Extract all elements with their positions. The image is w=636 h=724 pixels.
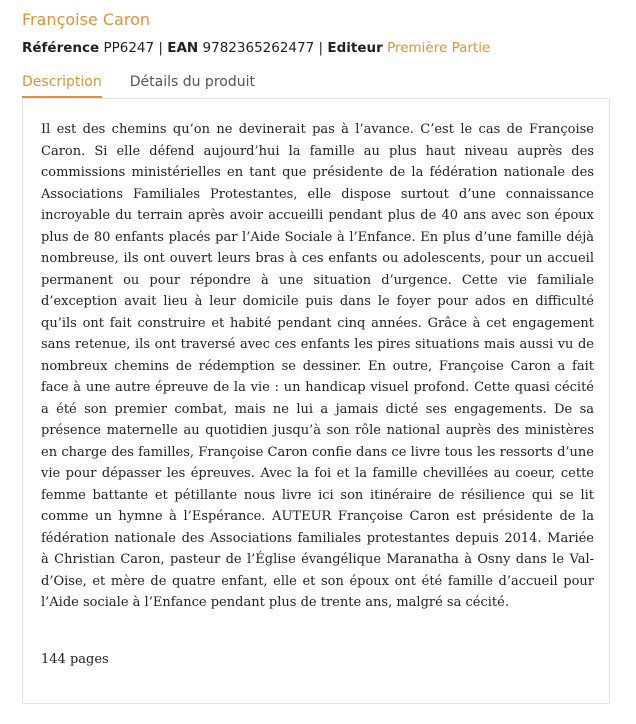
editor-link[interactable]: Première Partie	[387, 40, 491, 56]
description-text: Il est des chemins qu’on ne devinerait pas à l’avance. C’est le cas de Françoise Caron. Si elle défend aujourd’hui la famille au plus haut niveau auprès des commissions ministérielles en tant que présidente de la fédération nationale des Associations Familiales Protestantes, elle dispose surtout d’une connaissance incroyable du terrain après avoir accueilli pendant plus de 40 ans avec son époux plus de 80 enfants placés par l’Aide Sociale à l’Enfance. En plus d’une famille déjà nombreuse, ils ont ouvert leurs bras à ces enfants ou adolescents, pour un accueil permanent ou pour répondre à une situation d’urgence. Cette vie familiale d’exception avait lieu à leur domicile puis dans le foyer pour ados en difficulté qu’ils ont fait construire et habité pendant cinq années. Grâce à cet engagement sans retenue, ils ont traversé avec ces enfants les pires situations mais aussi vu de nombreux chemins de rédemption se dessiner. En outre, Françoise Caron a fait face à une autre épreuve de la vie : un handicap visuel profond. Cette quasi cécité a été son premier combat, mais ne lui a jamais dicté ses engagements. De sa présence maternelle au quotidien jusqu’à son rôle national auprès des ministères en charge des familles, Françoise Caron confie dans ce livre tous les ressorts d’une vie pour dépasser les épreuves. Avec la foi et la famille chevillées au coeur, cette femme battante et pétillante nous livre ici son itinéraire de résilience qui se lit comme un hymne à l’Espérance. AUTEUR Françoise Caron est présidente de la fédération nationale des Associations familiales protestantes depuis 2014. Mariée à Christian Caron, pasteur de l’Église évangélique Maranatha à Osny dans le Val-d’Oise, et mère de quatre enfant, elle et son époux ont été famille d’accueil pour l’Aide sociale à l’Enfance pendant plus de trente ans, malgré sa cécité.	[41, 122, 594, 610]
separator: |	[158, 40, 163, 56]
ean-value: 9782365262477	[202, 40, 315, 56]
page-count: 144 pages	[41, 652, 109, 667]
author-link[interactable]: Françoise Caron	[22, 10, 150, 29]
editor-label: Editeur	[327, 40, 383, 56]
product-tabs	[22, 74, 255, 98]
tab-product-details[interactable]: Détails du produit	[129, 74, 255, 90]
reference-value: PP6247	[103, 40, 155, 56]
tab-description[interactable]: Description	[22, 74, 102, 98]
product-meta	[22, 40, 490, 56]
description-panel	[22, 98, 610, 704]
ean-label: EAN	[167, 40, 199, 56]
reference-label: Référence	[22, 40, 100, 56]
separator: |	[318, 40, 324, 56]
